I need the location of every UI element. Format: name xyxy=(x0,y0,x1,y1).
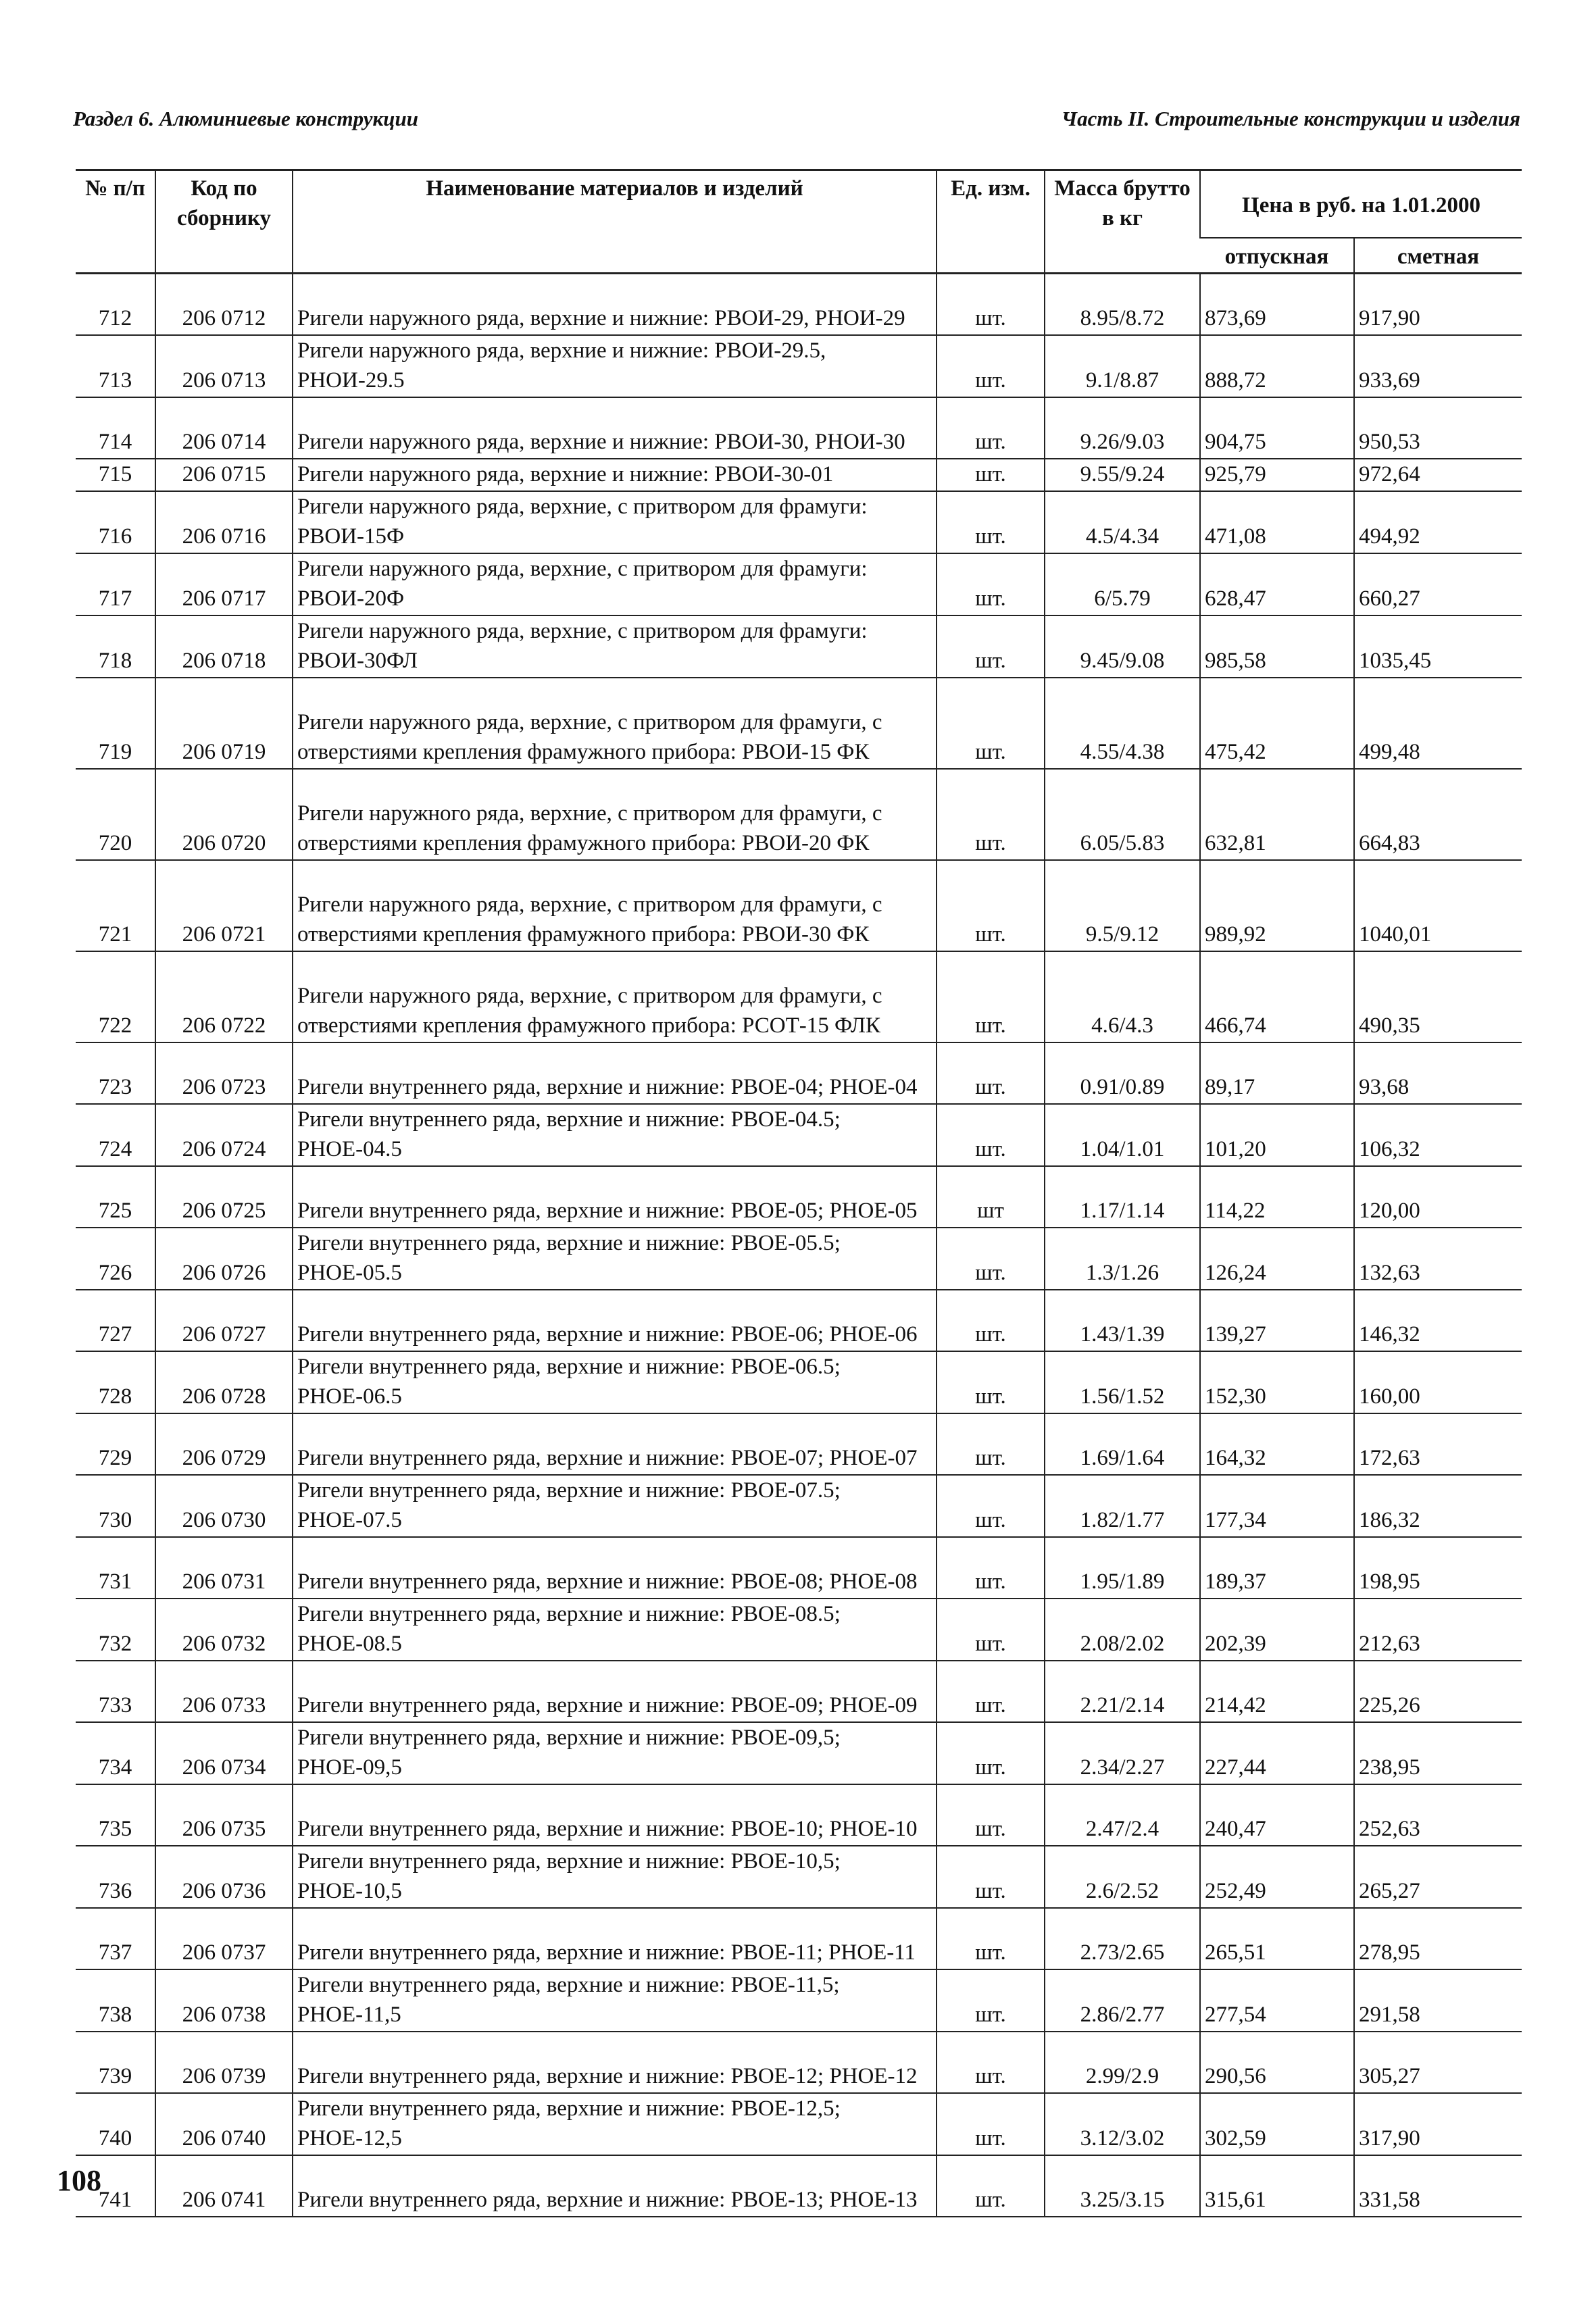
row-mass: 9.1/8.87 xyxy=(1045,335,1200,397)
row-release-price: 925,79 xyxy=(1200,459,1354,491)
row-unit: шт. xyxy=(937,860,1045,951)
page-number: 108 xyxy=(57,2164,101,2197)
row-unit: шт. xyxy=(937,459,1045,491)
row-mass: 1.17/1.14 xyxy=(1045,1166,1200,1228)
row-release-price: 628,47 xyxy=(1200,553,1354,615)
row-code: 206 0719 xyxy=(155,678,293,769)
row-number: 733 xyxy=(76,1661,155,1722)
table-row xyxy=(76,678,1522,769)
row-code: 206 0739 xyxy=(155,2032,293,2093)
table-row xyxy=(76,397,1522,459)
table-row xyxy=(76,335,1522,397)
row-mass: 3.25/3.15 xyxy=(1045,2155,1200,2217)
row-unit: шт. xyxy=(937,274,1045,336)
row-release-price: 177,34 xyxy=(1200,1475,1354,1537)
row-name: Ригели наружного ряда, верхние, с притвором для фрамуги: РВОИ-15Ф xyxy=(293,491,937,553)
row-name: Ригели внутреннего ряда, верхние и нижние: РВОЕ-10,5; РНОЕ-10,5 xyxy=(293,1846,937,1908)
row-number: 731 xyxy=(76,1537,155,1599)
row-estimate-price: 106,32 xyxy=(1354,1104,1522,1166)
row-estimate-price: 93,68 xyxy=(1354,1042,1522,1104)
row-unit: шт. xyxy=(937,1351,1045,1413)
row-mass: 4.55/4.38 xyxy=(1045,678,1200,769)
row-code: 206 0735 xyxy=(155,1784,293,1846)
row-mass: 6.05/5.83 xyxy=(1045,769,1200,860)
row-unit: шт. xyxy=(937,1908,1045,1969)
table-row xyxy=(76,459,1522,491)
row-number: 714 xyxy=(76,397,155,459)
row-name: Ригели внутреннего ряда, верхние и нижние: РВОЕ-05.5; РНОЕ-05.5 xyxy=(293,1228,937,1290)
row-mass: 2.86/2.77 xyxy=(1045,1969,1200,2032)
row-code: 206 0741 xyxy=(155,2155,293,2217)
row-mass: 1.3/1.26 xyxy=(1045,1228,1200,1290)
row-unit: шт xyxy=(937,1166,1045,1228)
row-unit: шт. xyxy=(937,1784,1045,1846)
row-code: 206 0723 xyxy=(155,1042,293,1104)
row-unit: шт. xyxy=(937,1537,1045,1599)
row-code: 206 0718 xyxy=(155,615,293,678)
row-unit: шт. xyxy=(937,1661,1045,1722)
row-name: Ригели наружного ряда, верхние, с притвором для фрамуги, с отверстиями крепления фрамужного прибора: РСОТ-15 ФЛК xyxy=(293,951,937,1042)
row-mass: 2.21/2.14 xyxy=(1045,1661,1200,1722)
row-release-price: 904,75 xyxy=(1200,397,1354,459)
row-release-price: 139,27 xyxy=(1200,1290,1354,1351)
row-name: Ригели внутреннего ряда, верхние и нижние: РВОЕ-06.5; РНОЕ-06.5 xyxy=(293,1351,937,1413)
row-number: 732 xyxy=(76,1599,155,1661)
row-unit: шт. xyxy=(937,2032,1045,2093)
row-name: Ригели внутреннего ряда, верхние и нижние: РВОЕ-08; РНОЕ-08 xyxy=(293,1537,937,1599)
table-row xyxy=(76,1599,1522,1661)
row-number: 713 xyxy=(76,335,155,397)
row-name: Ригели внутреннего ряда, верхние и нижние: РВОЕ-04; РНОЕ-04 xyxy=(293,1042,937,1104)
column-header-mass: Масса брутто в кг xyxy=(1045,170,1200,274)
row-code: 206 0726 xyxy=(155,1228,293,1290)
row-unit: шт. xyxy=(937,615,1045,678)
row-mass: 1.43/1.39 xyxy=(1045,1290,1200,1351)
row-name: Ригели внутреннего ряда, верхние и нижние: РВОЕ-13; РНОЕ-13 xyxy=(293,2155,937,2217)
row-release-price: 214,42 xyxy=(1200,1661,1354,1722)
row-unit: шт. xyxy=(937,1042,1045,1104)
row-estimate-price: 494,92 xyxy=(1354,491,1522,553)
row-release-price: 632,81 xyxy=(1200,769,1354,860)
table-row xyxy=(76,1846,1522,1908)
row-number: 726 xyxy=(76,1228,155,1290)
row-estimate-price: 972,64 xyxy=(1354,459,1522,491)
price-table xyxy=(76,169,1522,2217)
row-estimate-price: 291,58 xyxy=(1354,1969,1522,2032)
row-release-price: 240,47 xyxy=(1200,1784,1354,1846)
row-mass: 4.5/4.34 xyxy=(1045,491,1200,553)
row-estimate-price: 265,27 xyxy=(1354,1846,1522,1908)
row-release-price: 252,49 xyxy=(1200,1846,1354,1908)
row-name: Ригели внутреннего ряда, верхние и нижние: РВОЕ-11; РНОЕ-11 xyxy=(293,1908,937,1969)
row-name: Ригели внутреннего ряда, верхние и нижние: РВОЕ-04.5; РНОЕ-04.5 xyxy=(293,1104,937,1166)
row-release-price: 164,32 xyxy=(1200,1413,1354,1475)
row-unit: шт. xyxy=(937,491,1045,553)
row-release-price: 189,37 xyxy=(1200,1537,1354,1599)
row-estimate-price: 198,95 xyxy=(1354,1537,1522,1599)
table-row xyxy=(76,1351,1522,1413)
row-release-price: 471,08 xyxy=(1200,491,1354,553)
table-row xyxy=(76,1784,1522,1846)
row-unit: шт. xyxy=(937,1722,1045,1784)
running-header xyxy=(73,107,1520,136)
row-mass: 1.56/1.52 xyxy=(1045,1351,1200,1413)
row-release-price: 152,30 xyxy=(1200,1351,1354,1413)
row-number: 740 xyxy=(76,2093,155,2155)
row-code: 206 0737 xyxy=(155,1908,293,1969)
row-unit: шт. xyxy=(937,678,1045,769)
row-release-price: 114,22 xyxy=(1200,1166,1354,1228)
row-name: Ригели внутреннего ряда, верхние и нижние: РВОЕ-08.5; РНОЕ-08.5 xyxy=(293,1599,937,1661)
row-number: 729 xyxy=(76,1413,155,1475)
row-name: Ригели внутреннего ряда, верхние и нижние: РВОЕ-11,5; РНОЕ-11,5 xyxy=(293,1969,937,2032)
row-mass: 1.82/1.77 xyxy=(1045,1475,1200,1537)
row-unit: шт. xyxy=(937,2155,1045,2217)
row-number: 730 xyxy=(76,1475,155,1537)
row-mass: 9.55/9.24 xyxy=(1045,459,1200,491)
row-code: 206 0714 xyxy=(155,397,293,459)
row-release-price: 101,20 xyxy=(1200,1104,1354,1166)
row-mass: 2.34/2.27 xyxy=(1045,1722,1200,1784)
row-name: Ригели внутреннего ряда, верхние и нижние: РВОЕ-09,5; РНОЕ-09,5 xyxy=(293,1722,937,1784)
row-number: 725 xyxy=(76,1166,155,1228)
table-row xyxy=(76,1104,1522,1166)
table-row xyxy=(76,1969,1522,2032)
row-release-price: 475,42 xyxy=(1200,678,1354,769)
table-body xyxy=(76,274,1522,2217)
row-estimate-price: 225,26 xyxy=(1354,1661,1522,1722)
row-code: 206 0740 xyxy=(155,2093,293,2155)
row-unit: шт. xyxy=(937,335,1045,397)
row-number: 738 xyxy=(76,1969,155,2032)
row-number: 721 xyxy=(76,860,155,951)
row-mass: 4.6/4.3 xyxy=(1045,951,1200,1042)
row-unit: шт. xyxy=(937,1104,1045,1166)
row-code: 206 0733 xyxy=(155,1661,293,1722)
row-name: Ригели наружного ряда, верхние и нижние: РВОИ-30-01 xyxy=(293,459,937,491)
row-unit: шт. xyxy=(937,1290,1045,1351)
row-number: 718 xyxy=(76,615,155,678)
part-title: Часть II. Строительные конструкции и изделия xyxy=(1061,107,1520,130)
column-header-code: Код по сборнику xyxy=(155,170,293,274)
row-release-price: 989,92 xyxy=(1200,860,1354,951)
row-estimate-price: 172,63 xyxy=(1354,1413,1522,1475)
row-estimate-price: 146,32 xyxy=(1354,1290,1522,1351)
row-code: 206 0734 xyxy=(155,1722,293,1784)
row-name: Ригели внутреннего ряда, верхние и нижние: РВОЕ-07; РНОЕ-07 xyxy=(293,1413,937,1475)
table-row xyxy=(76,2155,1522,2217)
row-estimate-price: 499,48 xyxy=(1354,678,1522,769)
row-release-price: 290,56 xyxy=(1200,2032,1354,2093)
row-release-price: 126,24 xyxy=(1200,1228,1354,1290)
row-estimate-price: 212,63 xyxy=(1354,1599,1522,1661)
row-release-price: 227,44 xyxy=(1200,1722,1354,1784)
table-row xyxy=(76,2093,1522,2155)
table-row xyxy=(76,491,1522,553)
row-release-price: 202,39 xyxy=(1200,1599,1354,1661)
row-number: 735 xyxy=(76,1784,155,1846)
row-number: 722 xyxy=(76,951,155,1042)
table-row xyxy=(76,615,1522,678)
row-number: 719 xyxy=(76,678,155,769)
row-name: Ригели внутреннего ряда, верхние и нижние: РВОЕ-10; РНОЕ-10 xyxy=(293,1784,937,1846)
table-row xyxy=(76,1475,1522,1537)
row-estimate-price: 917,90 xyxy=(1354,274,1522,336)
row-code: 206 0722 xyxy=(155,951,293,1042)
row-unit: шт. xyxy=(937,1475,1045,1537)
row-estimate-price: 490,35 xyxy=(1354,951,1522,1042)
row-code: 206 0731 xyxy=(155,1537,293,1599)
row-unit: шт. xyxy=(937,1846,1045,1908)
row-number: 727 xyxy=(76,1290,155,1351)
row-name: Ригели наружного ряда, верхние и нижние: РВОИ-29, РНОИ-29 xyxy=(293,274,937,336)
row-number: 724 xyxy=(76,1104,155,1166)
table-row xyxy=(76,553,1522,615)
column-header-num: № п/п xyxy=(76,170,155,274)
table-row xyxy=(76,1413,1522,1475)
row-estimate-price: 660,27 xyxy=(1354,553,1522,615)
table-row xyxy=(76,2032,1522,2093)
row-estimate-price: 331,58 xyxy=(1354,2155,1522,2217)
row-mass: 0.91/0.89 xyxy=(1045,1042,1200,1104)
row-mass: 3.12/3.02 xyxy=(1045,2093,1200,2155)
row-mass: 2.08/2.02 xyxy=(1045,1599,1200,1661)
row-name: Ригели наружного ряда, верхние, с притвором для фрамуги, с отверстиями крепления фрамужного прибора: РВОИ-15 ФК xyxy=(293,678,937,769)
row-unit: шт. xyxy=(937,1228,1045,1290)
row-name: Ригели наружного ряда, верхние, с притвором для фрамуги, с отверстиями крепления фрамужного прибора: РВОИ-30 ФК xyxy=(293,860,937,951)
row-mass: 9.5/9.12 xyxy=(1045,860,1200,951)
row-mass: 2.73/2.65 xyxy=(1045,1908,1200,1969)
row-release-price: 466,74 xyxy=(1200,951,1354,1042)
row-unit: шт. xyxy=(937,1413,1045,1475)
table-row xyxy=(76,1661,1522,1722)
table-header xyxy=(76,170,1522,274)
row-name: Ригели внутреннего ряда, верхние и нижние: РВОЕ-05; РНОЕ-05 xyxy=(293,1166,937,1228)
row-number: 717 xyxy=(76,553,155,615)
row-code: 206 0713 xyxy=(155,335,293,397)
row-number: 723 xyxy=(76,1042,155,1104)
column-header-name: Наименование материалов и изделий xyxy=(293,170,937,274)
section-title: Раздел 6. Алюминиевые конструкции xyxy=(73,107,418,130)
row-mass: 1.69/1.64 xyxy=(1045,1413,1200,1475)
row-estimate-price: 238,95 xyxy=(1354,1722,1522,1784)
row-estimate-price: 132,63 xyxy=(1354,1228,1522,1290)
row-unit: шт. xyxy=(937,951,1045,1042)
row-name: Ригели внутреннего ряда, верхние и нижние: РВОЕ-09; РНОЕ-09 xyxy=(293,1661,937,1722)
row-code: 206 0736 xyxy=(155,1846,293,1908)
row-unit: шт. xyxy=(937,1599,1045,1661)
table-row xyxy=(76,860,1522,951)
row-release-price: 265,51 xyxy=(1200,1908,1354,1969)
row-number: 728 xyxy=(76,1351,155,1413)
row-mass: 2.6/2.52 xyxy=(1045,1846,1200,1908)
row-name: Ригели внутреннего ряда, верхние и нижние: РВОЕ-07.5; РНОЕ-07.5 xyxy=(293,1475,937,1537)
row-estimate-price: 317,90 xyxy=(1354,2093,1522,2155)
column-header-estimate-price: сметная xyxy=(1354,238,1522,274)
row-release-price: 89,17 xyxy=(1200,1042,1354,1104)
row-code: 206 0721 xyxy=(155,860,293,951)
row-code: 206 0720 xyxy=(155,769,293,860)
row-number: 741 xyxy=(76,2155,155,2217)
row-unit: шт. xyxy=(937,769,1045,860)
row-mass: 9.45/9.08 xyxy=(1045,615,1200,678)
row-release-price: 277,54 xyxy=(1200,1969,1354,2032)
row-mass: 9.26/9.03 xyxy=(1045,397,1200,459)
row-number: 734 xyxy=(76,1722,155,1784)
row-name: Ригели внутреннего ряда, верхние и нижние: РВОЕ-06; РНОЕ-06 xyxy=(293,1290,937,1351)
row-mass: 1.95/1.89 xyxy=(1045,1537,1200,1599)
row-number: 720 xyxy=(76,769,155,860)
row-release-price: 315,61 xyxy=(1200,2155,1354,2217)
row-estimate-price: 252,63 xyxy=(1354,1784,1522,1846)
row-name: Ригели наружного ряда, верхние и нижние: РВОИ-30, РНОИ-30 xyxy=(293,397,937,459)
row-release-price: 302,59 xyxy=(1200,2093,1354,2155)
table-row xyxy=(76,769,1522,860)
row-name: Ригели наружного ряда, верхние и нижние: РВОИ-29.5, РНОИ-29.5 xyxy=(293,335,937,397)
row-code: 206 0716 xyxy=(155,491,293,553)
row-code: 206 0728 xyxy=(155,1351,293,1413)
row-number: 737 xyxy=(76,1908,155,1969)
row-estimate-price: 278,95 xyxy=(1354,1908,1522,1969)
row-release-price: 873,69 xyxy=(1200,274,1354,336)
row-name: Ригели наружного ряда, верхние, с притвором для фрамуги, с отверстиями крепления фрамужного прибора: РВОИ-20 ФК xyxy=(293,769,937,860)
row-unit: шт. xyxy=(937,1969,1045,2032)
row-code: 206 0712 xyxy=(155,274,293,336)
row-mass: 2.99/2.9 xyxy=(1045,2032,1200,2093)
row-name: Ригели наружного ряда, верхние, с притвором для фрамуги: РВОИ-30ФЛ xyxy=(293,615,937,678)
row-code: 206 0725 xyxy=(155,1166,293,1228)
column-header-price-group: Цена в руб. на 1.01.2000 xyxy=(1200,170,1522,238)
row-unit: шт. xyxy=(937,553,1045,615)
row-unit: шт. xyxy=(937,2093,1045,2155)
row-code: 206 0732 xyxy=(155,1599,293,1661)
row-release-price: 985,58 xyxy=(1200,615,1354,678)
row-number: 712 xyxy=(76,274,155,336)
row-mass: 1.04/1.01 xyxy=(1045,1104,1200,1166)
row-unit: шт. xyxy=(937,397,1045,459)
table-row xyxy=(76,1042,1522,1104)
row-number: 739 xyxy=(76,2032,155,2093)
row-estimate-price: 950,53 xyxy=(1354,397,1522,459)
row-code: 206 0729 xyxy=(155,1413,293,1475)
row-estimate-price: 186,32 xyxy=(1354,1475,1522,1537)
row-code: 206 0715 xyxy=(155,459,293,491)
row-number: 736 xyxy=(76,1846,155,1908)
row-estimate-price: 1035,45 xyxy=(1354,615,1522,678)
table-row xyxy=(76,1722,1522,1784)
table-row xyxy=(76,951,1522,1042)
table-row xyxy=(76,1228,1522,1290)
row-release-price: 888,72 xyxy=(1200,335,1354,397)
row-estimate-price: 120,00 xyxy=(1354,1166,1522,1228)
row-code: 206 0730 xyxy=(155,1475,293,1537)
table-row xyxy=(76,274,1522,336)
column-header-release-price: отпускная xyxy=(1200,238,1354,274)
table-row xyxy=(76,1166,1522,1228)
row-estimate-price: 160,00 xyxy=(1354,1351,1522,1413)
row-estimate-price: 305,27 xyxy=(1354,2032,1522,2093)
table-row xyxy=(76,1908,1522,1969)
row-name: Ригели внутреннего ряда, верхние и нижние: РВОЕ-12; РНОЕ-12 xyxy=(293,2032,937,2093)
row-code: 206 0724 xyxy=(155,1104,293,1166)
row-mass: 2.47/2.4 xyxy=(1045,1784,1200,1846)
row-estimate-price: 664,83 xyxy=(1354,769,1522,860)
row-name: Ригели внутреннего ряда, верхние и нижние: РВОЕ-12,5; РНОЕ-12,5 xyxy=(293,2093,937,2155)
table-row xyxy=(76,1290,1522,1351)
row-code: 206 0717 xyxy=(155,553,293,615)
row-estimate-price: 1040,01 xyxy=(1354,860,1522,951)
row-code: 206 0727 xyxy=(155,1290,293,1351)
column-header-unit: Ед. изм. xyxy=(937,170,1045,274)
row-estimate-price: 933,69 xyxy=(1354,335,1522,397)
row-name: Ригели наружного ряда, верхние, с притвором для фрамуги: РВОИ-20Ф xyxy=(293,553,937,615)
row-number: 715 xyxy=(76,459,155,491)
row-code: 206 0738 xyxy=(155,1969,293,2032)
table-row xyxy=(76,1537,1522,1599)
row-number: 716 xyxy=(76,491,155,553)
row-mass: 8.95/8.72 xyxy=(1045,274,1200,336)
row-mass: 6/5.79 xyxy=(1045,553,1200,615)
